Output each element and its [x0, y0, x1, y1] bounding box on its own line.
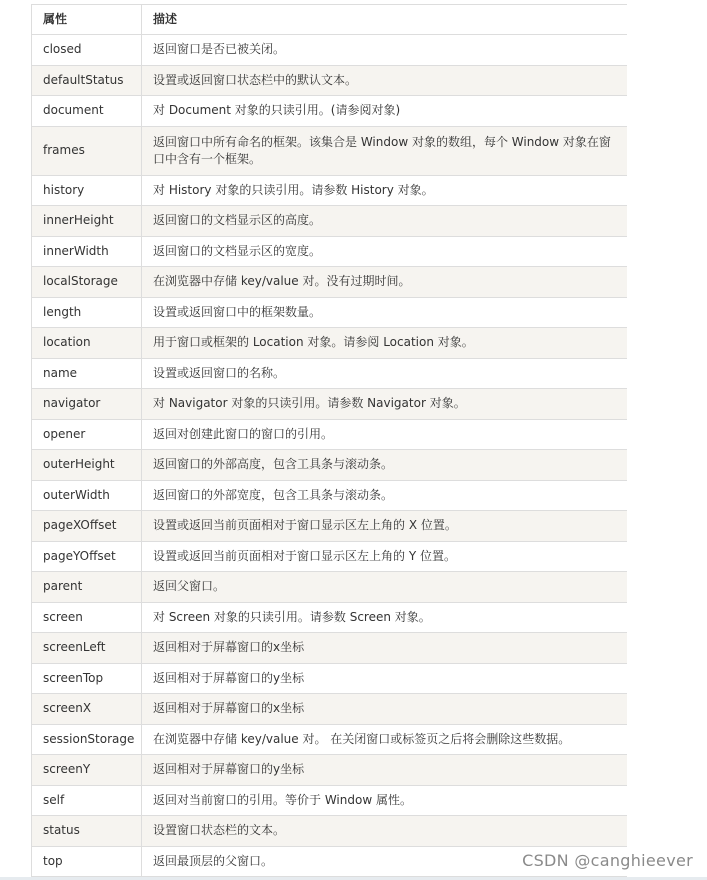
property-description: 设置或返回当前页面相对于窗口显示区左上角的 Y 位置。: [142, 541, 628, 572]
property-description: 设置或返回窗口中的框架数量。: [142, 297, 628, 328]
property-description: 在浏览器中存储 key/value 对。 在关闭窗口或标签页之后将会删除这些数据。: [142, 724, 628, 755]
table-row: [32, 450, 628, 481]
property-name: pageYOffset: [32, 541, 142, 572]
table-row: [32, 267, 628, 298]
table-row: [32, 358, 628, 389]
table-row: [32, 785, 628, 816]
property-name: screenLeft: [32, 633, 142, 664]
table-row: [32, 206, 628, 237]
property-name: innerHeight: [32, 206, 142, 237]
table-row: [32, 511, 628, 542]
property-description: 对 Navigator 对象的只读引用。请参数 Navigator 对象。: [142, 389, 628, 420]
table-row: [32, 175, 628, 206]
property-name: self: [32, 785, 142, 816]
table-row: [32, 389, 628, 420]
property-name: innerWidth: [32, 236, 142, 267]
table-row: [32, 126, 628, 175]
table-row: [32, 663, 628, 694]
property-description: 返回相对于屏幕窗口的y坐标: [142, 755, 628, 786]
table-row: [32, 480, 628, 511]
property-name: screenY: [32, 755, 142, 786]
property-name: outerHeight: [32, 450, 142, 481]
property-name: length: [32, 297, 142, 328]
property-name: screenTop: [32, 663, 142, 694]
table-row: [32, 297, 628, 328]
property-name: outerWidth: [32, 480, 142, 511]
property-description: 返回窗口的文档显示区的宽度。: [142, 236, 628, 267]
property-name: localStorage: [32, 267, 142, 298]
property-name: screen: [32, 602, 142, 633]
table-row: [32, 694, 628, 725]
property-name: parent: [32, 572, 142, 603]
property-description: 设置窗口状态栏的文本。: [142, 816, 628, 847]
property-description: 返回窗口是否已被关闭。: [142, 35, 628, 66]
property-name: opener: [32, 419, 142, 450]
property-name: top: [32, 846, 142, 877]
property-description: 返回相对于屏幕窗口的y坐标: [142, 663, 628, 694]
property-name: document: [32, 96, 142, 127]
table-row: [32, 96, 628, 127]
property-name: name: [32, 358, 142, 389]
header-description: 描述: [142, 5, 628, 35]
table-row: [32, 419, 628, 450]
properties-table-frame: [31, 4, 627, 880]
table-row: [32, 633, 628, 664]
property-name: navigator: [32, 389, 142, 420]
table-row: [32, 602, 628, 633]
property-description: 返回窗口中所有命名的框架。该集合是 Window 对象的数组，每个 Window 对象在窗口中含有一个框架。: [142, 126, 628, 175]
table-row: [32, 572, 628, 603]
property-description: 设置或返回窗口状态栏中的默认文本。: [142, 65, 628, 96]
table-header-row: [32, 5, 628, 35]
property-description: 用于窗口或框架的 Location 对象。请参阅 Location 对象。: [142, 328, 628, 359]
property-description: 返回窗口的外部高度，包含工具条与滚动条。: [142, 450, 628, 481]
table-row: [32, 65, 628, 96]
window-properties-table: [31, 4, 627, 877]
property-description: 设置或返回窗口的名称。: [142, 358, 628, 389]
property-name: frames: [32, 126, 142, 175]
table-row: [32, 816, 628, 847]
table-row: [32, 35, 628, 66]
property-description: 返回对当前窗口的引用。等价于 Window 属性。: [142, 785, 628, 816]
property-description: 返回相对于屏幕窗口的x坐标: [142, 694, 628, 725]
property-description: 返回相对于屏幕窗口的x坐标: [142, 633, 628, 664]
property-description: 在浏览器中存储 key/value 对。没有过期时间。: [142, 267, 628, 298]
property-description: 对 Screen 对象的只读引用。请参数 Screen 对象。: [142, 602, 628, 633]
property-name: status: [32, 816, 142, 847]
property-description: 返回最顶层的父窗口。: [142, 846, 628, 877]
property-description: 返回窗口的外部宽度，包含工具条与滚动条。: [142, 480, 628, 511]
property-name: closed: [32, 35, 142, 66]
header-property: 属性: [32, 5, 142, 35]
property-name: history: [32, 175, 142, 206]
property-description: 返回父窗口。: [142, 572, 628, 603]
property-description: 对 History 对象的只读引用。请参数 History 对象。: [142, 175, 628, 206]
property-description: 返回窗口的文档显示区的高度。: [142, 206, 628, 237]
table-row: [32, 755, 628, 786]
table-row: [32, 328, 628, 359]
property-description: 设置或返回当前页面相对于窗口显示区左上角的 X 位置。: [142, 511, 628, 542]
property-name: location: [32, 328, 142, 359]
property-name: pageXOffset: [32, 511, 142, 542]
property-description: 返回对创建此窗口的窗口的引用。: [142, 419, 628, 450]
property-description: 对 Document 对象的只读引用。(请参阅对象): [142, 96, 628, 127]
table-row: [32, 236, 628, 267]
watermark: CSDN @canghieever: [522, 851, 693, 870]
property-name: screenX: [32, 694, 142, 725]
table-row: [32, 724, 628, 755]
property-name: sessionStorage: [32, 724, 142, 755]
property-name: defaultStatus: [32, 65, 142, 96]
table-row: [32, 541, 628, 572]
